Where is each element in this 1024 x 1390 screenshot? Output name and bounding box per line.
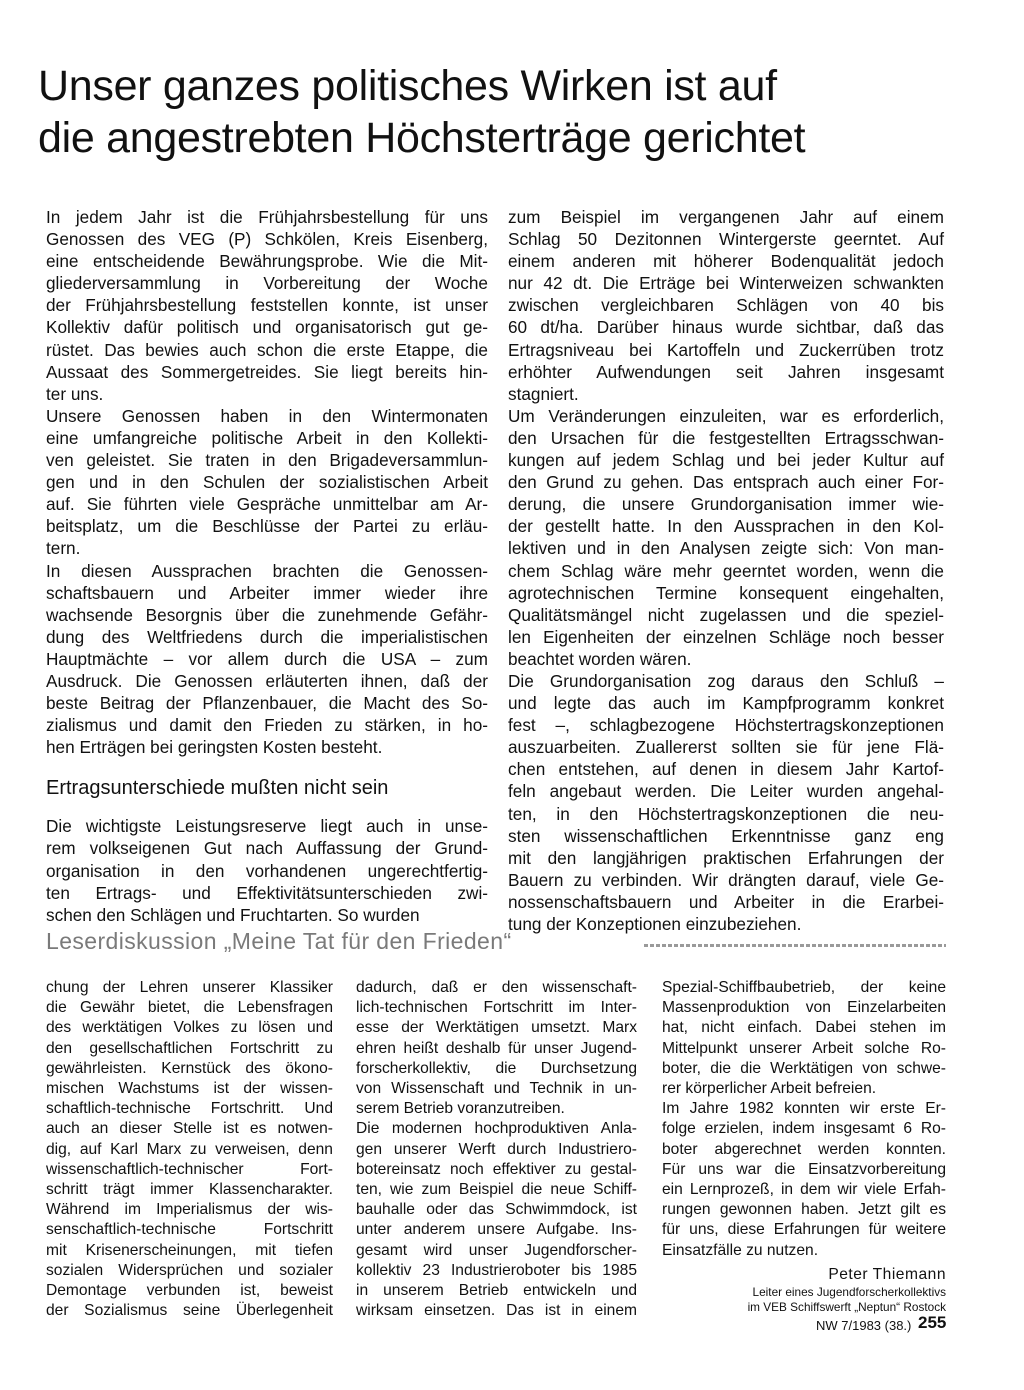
text-line: stagniert. bbox=[508, 383, 579, 404]
text-line: Qualitätsmängel nicht zugelassen und die speziel- bbox=[508, 604, 944, 625]
article-title-line-1: Unser ganzes politisches Wirken ist auf bbox=[38, 62, 777, 110]
text-line: Spezial-Schiffbaubetrieb, der keine bbox=[662, 979, 946, 996]
text-line: dig, auf Karl Marx zu verweisen, denn bbox=[46, 1140, 333, 1158]
text-line: esse der Werktätigen umsetzt. Marx bbox=[356, 1019, 637, 1037]
text-line: mit Krisenerscheinungen, mit tiefen bbox=[46, 1241, 333, 1259]
text-line: der Frühjahrsbestellung feststellen konnte, ist unser bbox=[46, 295, 488, 316]
text-line: lektiven und in den Analysen zeigte sich: Von man- bbox=[508, 538, 944, 559]
text-line: gen und in den Schulen der sozialistischen Arbeit bbox=[46, 472, 488, 493]
text-line: botereinsatz noch effektiver zu gestal- bbox=[356, 1160, 637, 1178]
text-line: nur 42 dt. Die Erträge bei Winterweizen schwankten bbox=[508, 273, 944, 294]
text-line: auch an dieser Stelle ist es notwen- bbox=[46, 1120, 333, 1138]
text-line: ter uns. bbox=[46, 383, 104, 404]
text-line: wachsende Besorgnis über die zunehmende Gefähr- bbox=[46, 604, 488, 625]
text-line: dadurch, daß er den wissenschaft- bbox=[356, 979, 637, 996]
text-line: fest –, schlagbezogene Höchstertragskonzeptionen bbox=[508, 715, 944, 736]
text-line: agrotechnischen Termine konsequent eingehalten, bbox=[508, 582, 944, 603]
text-line: Hauptmächte – vor allem durch die USA – zum bbox=[46, 648, 488, 669]
text-line: Ausdruck. Die Genossen erläuterten ihnen, daß der bbox=[46, 670, 488, 691]
text-line: zialismus und damit den Frieden zu stärken, in ho- bbox=[46, 715, 488, 736]
letter-column-1 bbox=[46, 978, 333, 1321]
text-line: Massenproduktion von Einzelarbeiten bbox=[662, 999, 946, 1017]
text-line: die Gewähr bietet, die Lebensfragen bbox=[46, 999, 333, 1017]
text-line: chung der Lehren unserer Klassiker bbox=[46, 979, 333, 996]
text-line: Bauern zu verbinden. Wir drängten darauf, viele Ge- bbox=[508, 869, 944, 890]
text-line: beachtet worden wären. bbox=[508, 648, 692, 669]
text-line: hen Erträgen bei geringsten Kosten besteht. bbox=[46, 737, 383, 758]
text-line: der gestellt hatte. In den Aussprachen in den Kol- bbox=[508, 516, 944, 537]
issue-reference: NW 7/1983 (38.) bbox=[816, 1318, 912, 1333]
signature-role-line-2: im VEB Schiffswerft „Neptun“ Rostock bbox=[747, 1300, 946, 1315]
text-line: rungen gewonnen haben. Jetzt gilt es bbox=[662, 1201, 946, 1219]
letter-column-3 bbox=[662, 978, 946, 1315]
text-line: Während im Imperialismus der wis- bbox=[46, 1201, 333, 1219]
text-line: beste Beitrag der Pflanzenbauer, die Macht des So- bbox=[46, 693, 488, 714]
text-line: nossenschaftsbauern und Arbeiter in die Erarbei- bbox=[508, 891, 944, 912]
article-column-right bbox=[508, 206, 944, 935]
text-line: Für uns war die Einsatzvorbereitung bbox=[662, 1160, 946, 1178]
text-line: und legte das auch im Kampfprogramm konkret bbox=[508, 693, 944, 714]
article-column-left-body bbox=[46, 206, 488, 758]
text-line: kungen auf jedem Schlag und bei jeder Kultur auf bbox=[508, 450, 944, 471]
text-line: ten Ertrags- und Effektivitätsunterschieden zwi- bbox=[46, 882, 488, 903]
text-line: ein Lernprozeß, in dem wir viele Erfah- bbox=[662, 1181, 946, 1199]
text-line: gen unserer Werft durch Industriero- bbox=[356, 1140, 637, 1158]
text-line: Genossen des VEG (P) Schkölen, Kreis Eisenberg, bbox=[46, 229, 488, 250]
text-line: rem volkseigenen Gut nach Auffassung der Grund- bbox=[46, 838, 488, 859]
text-line: schritt trägt immer Klassencharakter. bbox=[46, 1181, 333, 1199]
text-line: rüstet. Das bewies auch schon die erste Etappe, die bbox=[46, 339, 488, 360]
text-line: Die modernen hochproduktiven Anla- bbox=[356, 1120, 637, 1138]
text-line: zum Beispiel im vergangenen Jahr auf einem bbox=[508, 207, 944, 227]
text-line: ten, wie zum Beispiel die neue Schiff- bbox=[356, 1181, 637, 1199]
text-line: sten wissenschaftlichen Erkenntnisse ganz eng bbox=[508, 825, 944, 846]
text-line: derung, die unsere Grundorganisation immer wie- bbox=[508, 494, 944, 515]
article-column-left bbox=[46, 206, 488, 926]
text-line: gewährleisten. Kernstück des ökono- bbox=[46, 1059, 333, 1077]
article-column-right-body bbox=[508, 206, 944, 935]
text-line: dung des Weltfriedens durch die imperialistischen bbox=[46, 626, 488, 647]
text-line: Die Grundorganisation zog daraus den Schluß – bbox=[508, 670, 944, 691]
text-line: von Wissenschaft und Technik in un- bbox=[356, 1080, 637, 1098]
text-line: serem Betrieb voranzutreiben. bbox=[356, 1100, 565, 1118]
text-line: len Eigenheiten der einzelnen Schläge noch besser bbox=[508, 626, 944, 647]
rubric-banner bbox=[46, 926, 946, 960]
text-line: In diesen Aussprachen brachten die Genossen- bbox=[46, 560, 488, 581]
text-line: ehren heißt deshalb für unser Jugend- bbox=[356, 1039, 637, 1057]
signature-name: Peter Thiemann bbox=[828, 1265, 946, 1283]
text-line: In jedem Jahr ist die Frühjahrsbestellung für uns bbox=[46, 207, 488, 227]
text-line: in unserem Betrieb entwickeln und bbox=[356, 1282, 637, 1300]
text-line: zwischen vergleichbaren Schlägen von 40 bis bbox=[508, 295, 944, 316]
rubric-label: Leserdiskussion „Meine Tat für den Frieden“ bbox=[46, 928, 512, 954]
text-line: chem Schlag wäre mehr geerntet worden, wenn die bbox=[508, 560, 944, 581]
text-line: eine umfangreiche politische Arbeit in den Kollekti- bbox=[46, 427, 488, 448]
text-line: Aussaat des Sommergetreides. Sie liegt bereits hin- bbox=[46, 361, 488, 382]
text-line: organisation in den vorhandenen ungerechtfertig- bbox=[46, 860, 488, 881]
article-title-line-2: die angestrebten Höchsterträge gerichtet bbox=[38, 114, 806, 162]
subheading: Ertragsunterschiede mußten nicht sein bbox=[46, 777, 389, 800]
text-line: den gesellschaftlichen Fortschritt zu bbox=[46, 1039, 333, 1057]
text-line: Einsatzfälle zu nutzen. bbox=[662, 1241, 819, 1259]
letter-column-2-body bbox=[356, 978, 637, 1321]
text-line: Schlag 50 Dezitonnen Wintergerste geerntet. Auf bbox=[508, 229, 944, 250]
text-line: boter, die die Werktätigen von schwe- bbox=[662, 1059, 946, 1077]
text-line: Mittelpunkt unserer Arbeit solche Ro- bbox=[662, 1039, 946, 1057]
text-line: hat, nicht einfach. Dabei stehen im bbox=[662, 1019, 946, 1037]
text-line: für uns, diese Erfahrungen für weitere bbox=[662, 1221, 946, 1239]
text-line: Im Jahre 1982 konnten wir erste Er- bbox=[662, 1100, 946, 1118]
text-line: Demontage verbunden ist, beweist bbox=[46, 1282, 333, 1300]
text-line: einem anderen mit höherer Bodenqualität jedoch bbox=[508, 251, 944, 272]
text-line: kollektiv 23 Industrieroboter bis 1985 bbox=[356, 1261, 637, 1279]
signature-role-line-1: Leiter eines Jugendforscherkollektivs bbox=[752, 1285, 946, 1300]
text-line: gliederversammlung in Vorbereitung der Woche bbox=[46, 273, 488, 294]
text-line: feln angebaut werden. Die Leiter wurden angehal- bbox=[508, 781, 944, 802]
text-line: 60 dt/ha. Darüber hinaus wurde sichtbar, daß das bbox=[508, 317, 944, 338]
text-line: gesamt wird unser Jugendforscher- bbox=[356, 1241, 637, 1259]
text-line: tung der Konzeptionen einzubeziehen. bbox=[508, 914, 802, 934]
text-line: mit den langjährigen praktischen Erfahrungen der bbox=[508, 847, 944, 868]
text-line: wissenschaftlich-technischer Fort- bbox=[46, 1160, 333, 1178]
text-line: den Ursachen für die festgestellten Ertragsschwan- bbox=[508, 427, 944, 448]
text-line: unter anderem unsere Aufgabe. Ins- bbox=[356, 1221, 637, 1239]
text-line: erhöhter Aufwendungen seit Jahren insgesamt bbox=[508, 361, 944, 382]
text-line: Um Veränderungen einzuleiten, war es erforderlich, bbox=[508, 405, 944, 426]
text-line: Die wichtigste Leistungsreserve liegt auch in unse- bbox=[46, 816, 488, 837]
text-line: boter abgerechnet werden konnten. bbox=[662, 1140, 946, 1158]
text-line: ten, in den Höchstertragskonzeptionen die neu- bbox=[508, 803, 944, 824]
text-line: schen den Schlägen und Fruchtarten. So wurden bbox=[46, 904, 420, 925]
text-line: der Sozialismus seine Überlegenheit bbox=[46, 1302, 333, 1320]
text-line: forscherkollektiv, die Durchsetzung bbox=[356, 1059, 637, 1077]
text-line: eine entscheidende Bewährungsprobe. Wie die Mit- bbox=[46, 251, 488, 272]
text-line: bauhalle oder das Schwimmdock, ist bbox=[356, 1201, 637, 1219]
text-line: schaftsbauern und Arbeiter immer wieder ihre bbox=[46, 582, 488, 603]
text-line: senschaftlich-technische Fortschritt bbox=[46, 1221, 333, 1239]
text-line: lich-technischen Fortschritt im Inter- bbox=[356, 999, 637, 1017]
article-title bbox=[38, 60, 958, 164]
rubric-rule bbox=[644, 944, 946, 947]
letter-column-1-body bbox=[46, 978, 333, 1321]
text-line: wirksam einsetzen. Das ist in einem bbox=[356, 1302, 637, 1320]
text-line: rer körperlicher Arbeit befreien. bbox=[662, 1080, 877, 1098]
article-column-left-body-2 bbox=[46, 815, 488, 925]
text-line: den Grund zu gehen. Das entsprach auch einer For- bbox=[508, 472, 944, 493]
text-line: mischen Wachstums ist der wissen- bbox=[46, 1080, 333, 1098]
text-line: Kollektiv dafür politisch und organisatorisch gut ge- bbox=[46, 317, 488, 338]
text-line: auszuarbeiten. Zuallererst sollten sie für jene Flä- bbox=[508, 737, 944, 758]
letter-column-3-body bbox=[662, 978, 946, 1261]
text-line: sozialen Widersprüchen und sozialer bbox=[46, 1261, 333, 1279]
letter-column-2 bbox=[356, 978, 637, 1321]
text-line: folge erzielen, indem insgesamt 6 Ro- bbox=[662, 1120, 946, 1138]
text-line: Ertragsniveau bei Kartoffeln und Zuckerrüben trotz bbox=[508, 339, 944, 360]
text-line: chen entstehen, auf denen in diesem Jahr Kartof- bbox=[508, 759, 944, 780]
text-line: ven geleistet. Sie traten in den Brigadeversammlun- bbox=[46, 450, 488, 471]
text-line: Unsere Genossen haben in den Wintermonaten bbox=[46, 405, 488, 426]
text-line: schaftlich-technische Fortschritt. Und bbox=[46, 1100, 333, 1118]
text-line: tern. bbox=[46, 538, 81, 559]
page-number: 255 bbox=[918, 1313, 947, 1332]
text-line: beitsplatz, um die Beschlüsse der Partei zu erläu- bbox=[46, 516, 488, 537]
text-line: des werktätigen Volkes zu lösen und bbox=[46, 1019, 333, 1037]
text-line: auf. Sie führten viele Gespräche unmittelbar am Ar- bbox=[46, 494, 488, 515]
